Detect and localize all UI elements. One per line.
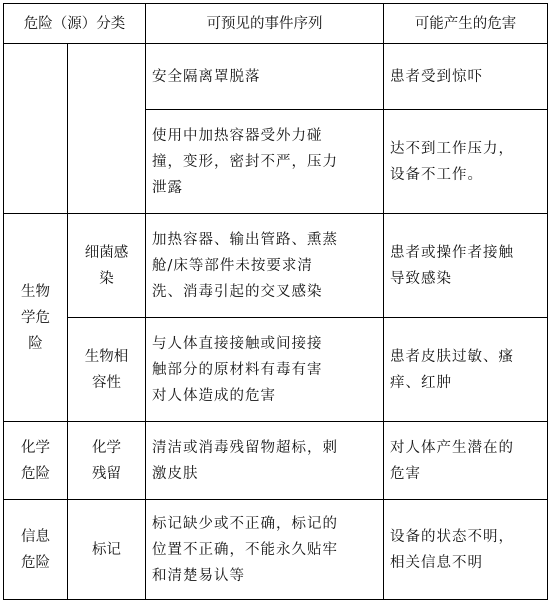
harm-line: 患者受到惊吓 xyxy=(390,68,483,85)
harm-cell xyxy=(384,500,548,600)
subcategory-cell xyxy=(68,422,146,500)
sequence-line: 安全隔离罩脱落 xyxy=(152,68,261,85)
subcategory-line: 染 xyxy=(99,270,114,287)
harm-line: 达不到工作压力， xyxy=(390,140,514,157)
harm-cell xyxy=(384,318,548,422)
subcategory-cell xyxy=(68,500,146,600)
table-header-row xyxy=(4,4,548,44)
sequence-line: 加热容器、输出管路、熏蒸 xyxy=(152,231,338,248)
sequence-line: 位置不正确，不能永久贴牢 xyxy=(152,541,338,558)
sequence-cell xyxy=(146,110,384,214)
table-row xyxy=(4,214,548,318)
sequence-line: 洗、消毒引起的交叉感染 xyxy=(152,283,323,300)
table-row xyxy=(4,422,548,500)
harm-line: 患者或操作者接触 xyxy=(390,244,514,261)
sequence-line: 清洁或消毒残留物超标，刺 xyxy=(152,439,338,456)
sequence-cell xyxy=(146,44,384,110)
category-cell-empty xyxy=(4,44,68,214)
hazard-table xyxy=(3,3,548,600)
table-row xyxy=(4,318,548,422)
subcategory-line: 化学 xyxy=(92,439,121,456)
subcategory-cell xyxy=(68,214,146,318)
harm-line: 痒、红肿 xyxy=(390,374,452,391)
harm-line: 设备不工作。 xyxy=(390,166,483,183)
harm-line: 相关信息不明 xyxy=(390,554,483,571)
sequence-line: 撞，变形，密封不严，压力 xyxy=(152,153,338,170)
sequence-line: 对人体造成的危害 xyxy=(152,387,276,404)
harm-cell xyxy=(384,422,548,500)
table-row xyxy=(4,500,548,600)
subcategory-line: 容性 xyxy=(92,374,121,391)
subcategory-line: 标记 xyxy=(92,541,121,558)
header-harm: 可能产生的危害 xyxy=(384,4,548,44)
category-cell xyxy=(4,214,68,422)
subcategory-line: 细菌感 xyxy=(84,244,129,261)
category-line: 危险 xyxy=(21,554,50,571)
sequence-line: 舱/床等部件未按要求清 xyxy=(152,257,313,274)
harm-line: 对人体产生潜在的 xyxy=(390,439,514,456)
sequence-cell xyxy=(146,318,384,422)
harm-line: 导致感染 xyxy=(390,270,452,287)
category-line: 生物 xyxy=(21,283,50,300)
sequence-line: 与人体直接接触或间接接 xyxy=(152,335,323,352)
sequence-line: 触部分的原材料有毒有害 xyxy=(152,361,323,378)
category-line: 信息 xyxy=(21,528,50,545)
category-line: 危险 xyxy=(21,465,50,482)
subcategory-line: 残留 xyxy=(92,465,121,482)
category-line: 险 xyxy=(28,335,43,352)
sequence-line: 激皮肤 xyxy=(152,465,199,482)
harm-line: 设备的状态不明， xyxy=(390,528,514,545)
harm-line: 危害 xyxy=(390,465,421,482)
category-cell xyxy=(4,500,68,600)
category-cell xyxy=(4,422,68,500)
sequence-line: 和清楚易认等 xyxy=(152,567,245,584)
sequence-line: 泄露 xyxy=(152,179,183,196)
subcategory-cell-empty xyxy=(68,44,146,214)
harm-cell xyxy=(384,110,548,214)
table-row xyxy=(4,44,548,110)
subcategory-cell xyxy=(68,318,146,422)
harm-cell xyxy=(384,214,548,318)
sequence-cell xyxy=(146,422,384,500)
header-sequence: 可预见的事件序列 xyxy=(146,4,384,44)
header-category: 危险（源）分类 xyxy=(4,4,146,44)
harm-cell xyxy=(384,44,548,110)
sequence-cell xyxy=(146,214,384,318)
sequence-cell xyxy=(146,500,384,600)
sequence-line: 标记缺少或不正确，标记的 xyxy=(152,515,338,532)
category-line: 学危 xyxy=(21,309,50,326)
sequence-line: 使用中加热容器受外力碰 xyxy=(152,127,323,144)
category-line: 化学 xyxy=(21,439,50,456)
harm-line: 患者皮肤过敏、瘙 xyxy=(390,348,514,365)
subcategory-line: 生物相 xyxy=(84,348,129,365)
